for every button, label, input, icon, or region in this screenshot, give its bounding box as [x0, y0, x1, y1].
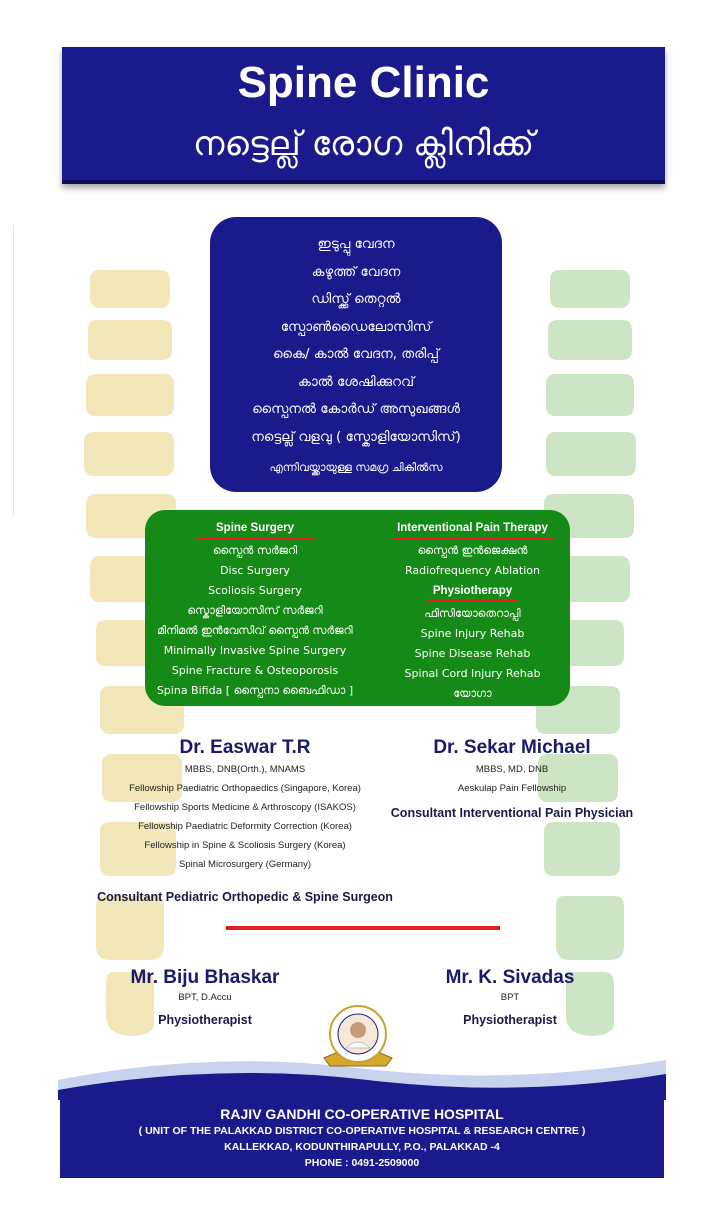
- doctor-detail: BPT: [500, 992, 520, 1003]
- hospital-seal-icon: [318, 1000, 398, 1076]
- doctor-name: Dr. Sekar Michael: [433, 737, 591, 758]
- divider-rule: [226, 926, 500, 930]
- treatment-line: സ്കൊളിയോസിസ് സർജറി: [187, 604, 323, 617]
- page-title: Spine Clinic: [237, 58, 490, 107]
- pain-therapy-heading-text: Interventional Pain Therapy: [397, 522, 548, 534]
- header-banner: [62, 47, 665, 184]
- treatment-line: Disc Surgery: [220, 564, 290, 577]
- doctor-detail: Fellowship Paediatric Orthopaedics (Singapore, Korea): [129, 783, 361, 794]
- spine-surgery-heading-text: Spine Surgery: [216, 522, 294, 534]
- doctor-detail: Fellowship Paediatric Deformity Correction (Korea): [138, 821, 352, 832]
- hospital-address: KALLEKKAD, KODUNTHIRAPULLY, P.O., PALAKKAD -4: [224, 1141, 500, 1153]
- doctor-detail: MBBS, MD, DNB: [475, 764, 549, 775]
- doctor-name: Mr. K. Sivadas: [445, 967, 575, 988]
- doctor-detail: MBBS, DNB(Orth.), MNAMS: [184, 764, 306, 775]
- symptoms-footer: എന്നിവയ്ക്കായുള്ള സമഗ്ര ചികിൽസ: [269, 461, 443, 474]
- symptom-item: സ്പോൺഡൈലോസിസ്: [280, 318, 432, 335]
- treatment-line: Scoliosis Surgery: [208, 584, 302, 597]
- treatment-line: Spine Disease Rehab: [414, 647, 531, 660]
- symptom-item: കൈ/ കാൽ വേദന, തരിപ്പ്: [273, 346, 439, 362]
- physiotherapy-heading-text: Physiotherapy: [432, 585, 513, 597]
- doctor-detail: Spinal Microsurgery (Germany): [179, 859, 311, 870]
- page-title-malayalam: നട്ടെല്ല് രോഗ ക്ലിനിക്ക്: [192, 124, 535, 164]
- treatment-line: സ്പൈൻ ഇൻജെക്ഷൻ: [417, 544, 528, 557]
- treatment-line: യോഗാ: [453, 687, 492, 700]
- pain-therapy-heading: [385, 520, 560, 539]
- treatment-line: മിനിമൽ ഇൻവേസിവ് സ്പൈൻ സർജറി: [157, 624, 353, 637]
- symptoms-box: [210, 217, 502, 492]
- symptom-item: സ്പൈനൽ കോർഡ് അസുഖങ്ങൾ: [252, 401, 460, 417]
- treatment-line: Radiofrequency Ablation: [405, 564, 540, 577]
- doctor-name: Mr. Biju Bhaskar: [130, 967, 280, 988]
- doctor-detail: BPT, D.Accu: [178, 992, 232, 1003]
- hospital-name: RAJIV GANDHI CO-OPERATIVE HOSPITAL: [220, 1106, 504, 1122]
- doctor-role: Physiotherapist: [158, 1013, 252, 1027]
- spine-surgery-heading: [155, 520, 355, 539]
- doctor-role: Consultant Interventional Pain Physician: [390, 806, 634, 820]
- doctor-name: Dr. Easwar T.R: [179, 737, 311, 758]
- treatment-line: Spine Injury Rehab: [420, 627, 525, 640]
- doctor-role: Consultant Pediatric Orthopedic & Spine Surgeon: [97, 890, 393, 904]
- physio-biju: [115, 966, 295, 1027]
- hospital-affiliation: ( UNIT OF THE PALAKKAD DISTRICT CO-OPERATIVE HOSPITAL & RESEARCH CENTRE ): [138, 1125, 586, 1137]
- doctor-detail: Aeskulap Pain Fellowship: [457, 783, 567, 794]
- treatment-line: സ്പൈൻ സർജറി: [212, 544, 298, 557]
- doctor-detail: Fellowship Sports Medicine & Arthroscopy (ISAKOS): [134, 802, 356, 813]
- doctor-sekar: [382, 736, 642, 820]
- treatment-line: ഫിസിയോതെറാപ്പി: [424, 607, 521, 620]
- physio-sivadas: [420, 966, 600, 1027]
- heading-underline: [195, 537, 315, 539]
- treatment-line: Spine Fracture & Osteoporosis: [171, 664, 339, 677]
- physiotherapy-heading: [385, 583, 560, 602]
- symptom-item: കാൽ ശേഷിക്കുറവ്: [297, 373, 415, 390]
- doctor-role: Physiotherapist: [463, 1013, 557, 1027]
- hospital-footer: [60, 1098, 664, 1178]
- treatments-box: [145, 510, 570, 706]
- treatment-line: Spinal Cord Injury Rehab: [404, 667, 541, 680]
- treatment-line: Minimally Invasive Spine Surgery: [163, 644, 347, 657]
- doctor-easwar: [95, 736, 395, 904]
- symptom-item: കഴുത്ത് വേദന: [311, 263, 401, 280]
- edge-divider: [0, 225, 14, 515]
- heading-underline: [428, 600, 518, 602]
- symptom-item: ഇടുപ്പു വേദന: [317, 236, 395, 252]
- heading-underline: [393, 537, 553, 539]
- symptom-item: നട്ടെല്ല് വളവു ( സ്കോളിയോസിസ്): [251, 428, 461, 445]
- pain-physio-column: [385, 520, 560, 704]
- hospital-phone: PHONE : 0491-2509000: [304, 1157, 420, 1169]
- symptom-item: ഡിസ്ക്ക് തെറ്റൽ: [311, 291, 401, 307]
- doctor-detail: Fellowship in Spine & Scoliosis Surgery (Korea): [144, 840, 346, 851]
- spine-surgery-column: [155, 520, 355, 701]
- treatment-line: Spina Bifida [ സ്പൈനാ ബൈഫിഡാ ]: [156, 684, 354, 697]
